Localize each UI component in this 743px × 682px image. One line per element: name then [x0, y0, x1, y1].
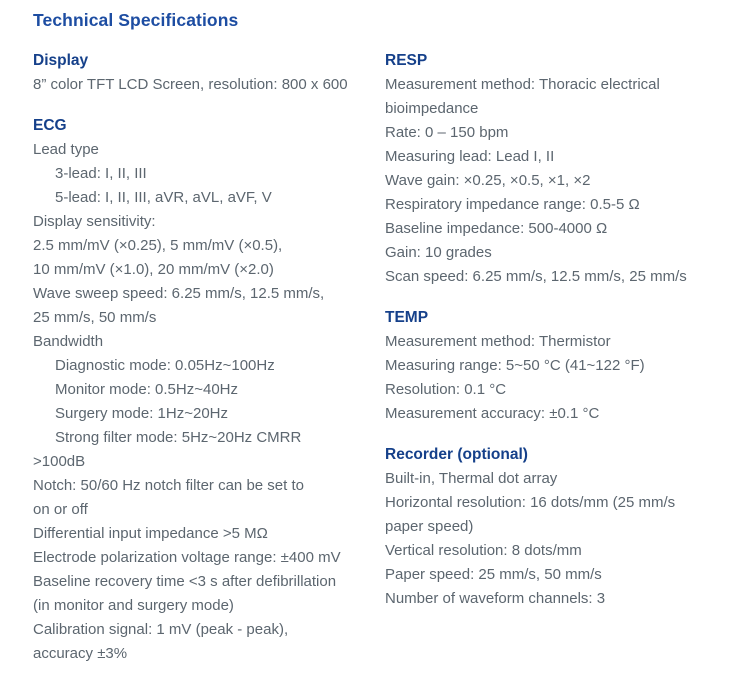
spec-line: Wave gain: ×0.25, ×0.5, ×1, ×2: [385, 172, 591, 189]
spec-line: Vertical resolution: 8 dots/mm: [385, 542, 582, 559]
spec-line: Respiratory impedance range: 0.5-5 Ω: [385, 196, 640, 213]
spec-line: Display sensitivity:: [33, 213, 156, 230]
section-recorder: [385, 442, 743, 611]
spec-line: Surgery mode: 1Hz~20Hz: [55, 405, 228, 422]
spec-line: Lead type: [33, 141, 99, 158]
spec-line: Resolution: 0.1 °C: [385, 381, 507, 398]
section-temp: [385, 305, 743, 426]
left-column: [33, 48, 385, 682]
spec-line: Measuring range: 5~50 °C (41~122 °F): [385, 357, 645, 374]
spec-line: Diagnostic mode: 0.05Hz~100Hz: [55, 357, 275, 374]
spec-line: Measurement method: Thoracic electrical: [385, 76, 660, 93]
spec-line: Baseline impedance: 500-4000 Ω: [385, 220, 608, 237]
spec-line: Measurement accuracy: ±0.1 °C: [385, 405, 600, 422]
spec-line: Built-in, Thermal dot array: [385, 470, 558, 487]
section-resp: [385, 48, 743, 289]
spec-line: Wave sweep speed: 6.25 mm/s, 12.5 mm/s,: [33, 285, 325, 302]
spec-line: Measuring lead: Lead I, II: [385, 148, 555, 165]
spec-line: on or off: [33, 501, 88, 518]
two-column-layout: [33, 48, 743, 682]
spec-line: bioimpedance: [385, 100, 479, 117]
spec-line: accuracy ±3%: [33, 645, 128, 662]
section-heading-resp: RESP: [385, 52, 428, 69]
spec-line: 5-lead: I, II, III, aVR, aVL, aVF, V: [55, 189, 272, 206]
spec-line: Measurement method: Thermistor: [385, 333, 611, 350]
spec-line: Paper speed: 25 mm/s, 50 mm/s: [385, 566, 602, 583]
section-ecg: [33, 113, 385, 666]
section-heading-ecg: ECG: [33, 117, 67, 134]
spec-line: 2.5 mm/mV (×0.25), 5 mm/mV (×0.5),: [33, 237, 283, 254]
spec-line: 3-lead: I, II, III: [55, 165, 147, 182]
spec-line: Baseline recovery time <3 s after defibrillation: [33, 573, 337, 590]
spec-line: Rate: 0 – 150 bpm: [385, 124, 509, 141]
spec-line: Scan speed: 6.25 mm/s, 12.5 mm/s, 25 mm/s: [385, 268, 687, 285]
spec-line: 8” color TFT LCD Screen, resolution: 800 x 600: [33, 76, 348, 93]
spec-line: Differential input impedance >5 MΩ: [33, 525, 268, 542]
spec-line: Calibration signal: 1 mV (peak - peak),: [33, 621, 289, 638]
spec-line: Horizontal resolution: 16 dots/mm (25 mm/s: [385, 494, 676, 511]
spec-line: Monitor mode: 0.5Hz~40Hz: [55, 381, 239, 398]
section-heading-recorder: Recorder (optional): [385, 446, 528, 463]
spec-line: >100dB: [33, 453, 86, 470]
spec-line: (in monitor and surgery mode): [33, 597, 234, 614]
spec-line: 25 mm/s, 50 mm/s: [33, 309, 157, 326]
spec-line: Strong filter mode: 5Hz~20Hz CMRR: [55, 429, 302, 446]
page-title: Technical Specifications: [33, 10, 239, 30]
spec-line: paper speed): [385, 518, 474, 535]
spec-line: Electrode polarization voltage range: ±400 mV: [33, 549, 341, 566]
spec-line: Bandwidth: [33, 333, 104, 350]
spec-line: Notch: 50/60 Hz notch filter can be set to: [33, 477, 304, 494]
section-display: [33, 48, 385, 97]
section-heading-temp: TEMP: [385, 309, 429, 326]
spec-line: 10 mm/mV (×1.0), 20 mm/mV (×2.0): [33, 261, 274, 278]
right-column: [385, 48, 743, 627]
spec-line: Number of waveform channels: 3: [385, 590, 606, 607]
spec-line: Gain: 10 grades: [385, 244, 492, 261]
section-heading-display: Display: [33, 52, 89, 69]
